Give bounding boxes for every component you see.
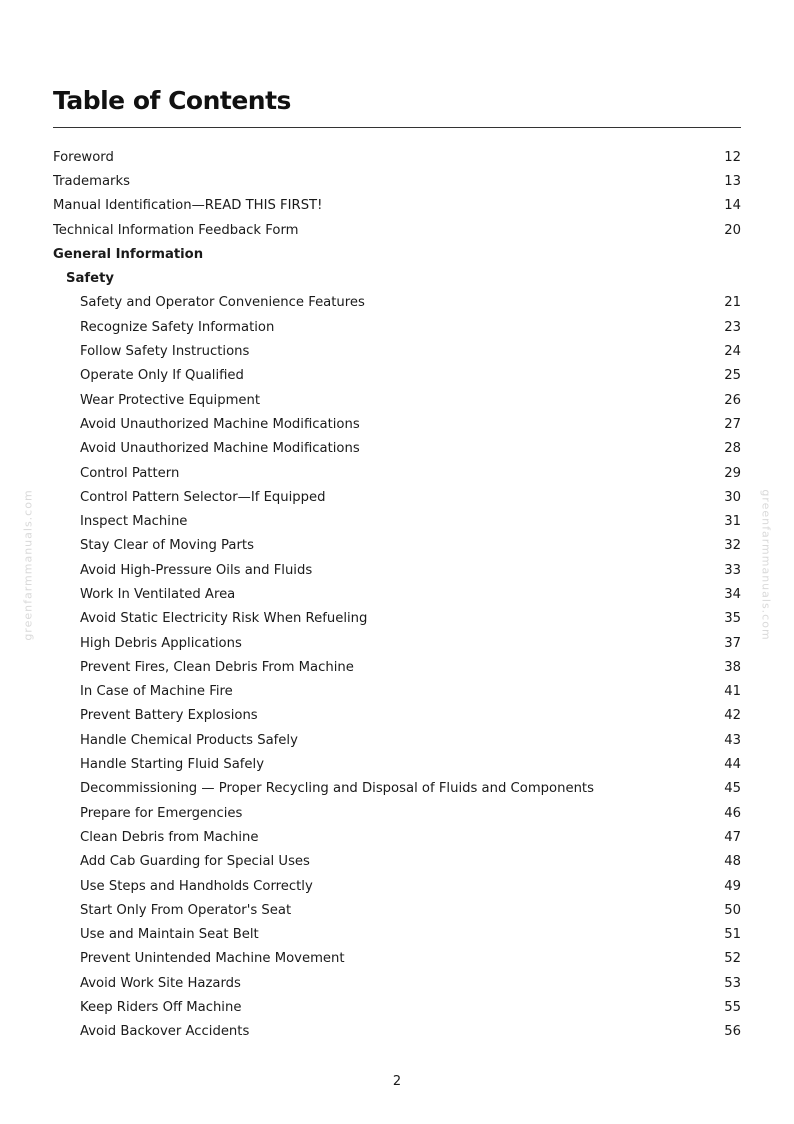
toc-entry-label: Prevent Battery Explosions (80, 708, 258, 724)
toc-entry-label: Add Cab Guarding for Special Uses (80, 854, 310, 870)
toc-entry-page: 23 (724, 319, 741, 335)
toc-entry-label: Stay Clear of Moving Parts (80, 538, 254, 554)
title-divider (53, 127, 741, 128)
watermark-right: greenfarmmanuals.com (759, 489, 773, 641)
toc-entry-label: Follow Safety Instructions (80, 344, 250, 360)
toc-entry-label: Avoid High-Pressure Oils and Fluids (80, 562, 313, 578)
toc-entry[interactable] (53, 947, 741, 971)
toc-entry[interactable] (53, 558, 741, 582)
toc-entry-label: Recognize Safety Information (80, 319, 275, 335)
toc-entry[interactable] (53, 169, 741, 193)
toc-entry-label: High Debris Applications (80, 635, 242, 651)
toc-entry-page: 42 (724, 708, 741, 724)
toc-section-heading (53, 266, 741, 290)
toc-entry-label: Avoid Backover Accidents (80, 1024, 250, 1040)
toc-entry[interactable] (53, 801, 741, 825)
toc-entry[interactable] (53, 582, 741, 606)
toc-entry[interactable] (53, 923, 741, 947)
toc-entry[interactable] (53, 364, 741, 388)
toc-entry-page: 53 (724, 975, 741, 991)
toc-entry-label: Avoid Static Electricity Risk When Refueling (80, 611, 368, 627)
toc-entry[interactable] (53, 461, 741, 485)
toc-entry[interactable] (53, 339, 741, 363)
toc-entry-page: 38 (724, 659, 741, 675)
toc-entry[interactable] (53, 631, 741, 655)
toc-entry-label: Inspect Machine (80, 514, 188, 530)
toc-entry-page: 28 (724, 441, 741, 457)
toc-entry-label: Handle Starting Fluid Safely (80, 757, 265, 773)
toc-entry-page: 44 (724, 757, 741, 773)
toc-entry[interactable] (53, 315, 741, 339)
toc-entry-label: Technical Information Feedback Form (53, 222, 299, 238)
toc-entry-label: Safety (66, 271, 114, 287)
toc-entry-label: Trademarks (53, 173, 130, 189)
toc-entry-page: 30 (724, 489, 741, 505)
toc-entry-page: 43 (724, 732, 741, 748)
toc-entry[interactable] (53, 777, 741, 801)
toc-entry[interactable] (53, 850, 741, 874)
toc-entry-page: 14 (724, 198, 741, 214)
toc-entry-label: Prevent Fires, Clean Debris From Machine (80, 659, 354, 675)
toc-entry-page: 46 (724, 805, 741, 821)
toc-entry-label: Control Pattern Selector—If Equipped (80, 489, 326, 505)
toc-entry-page: 45 (724, 781, 741, 797)
toc-entry-label: Decommissioning — Proper Recycling and Disposal of Fluids and Components (80, 781, 594, 797)
page-number: 2 (392, 1074, 402, 1089)
toc-entry[interactable] (53, 437, 741, 461)
toc-entry-page: 35 (724, 611, 741, 627)
toc-entry[interactable] (53, 388, 741, 412)
toc-entry-label: Operate Only If Qualified (80, 368, 244, 384)
toc-entry[interactable] (53, 704, 741, 728)
toc-entry[interactable] (53, 218, 741, 242)
toc-entry-label: Avoid Unauthorized Machine Modifications (80, 416, 360, 432)
toc-entry-label: Foreword (53, 149, 114, 165)
toc-entry-page: 24 (724, 344, 741, 360)
toc-entry-page: 55 (724, 1000, 741, 1016)
toc-entry-page: 47 (724, 829, 741, 845)
toc-entry[interactable] (53, 291, 741, 315)
toc-entry[interactable] (53, 752, 741, 776)
toc-entry[interactable] (53, 874, 741, 898)
toc-entry-page: 32 (724, 538, 741, 554)
toc-entry-label: Avoid Work Site Hazards (80, 975, 241, 991)
toc-entry-label: Keep Riders Off Machine (80, 1000, 242, 1016)
toc-entry-page: 51 (724, 927, 741, 943)
toc-entry-label: In Case of Machine Fire (80, 684, 233, 700)
toc-entry-page: 31 (724, 514, 741, 530)
toc-entry[interactable] (53, 1020, 741, 1044)
toc-entry-page: 26 (724, 392, 741, 408)
toc-entry[interactable] (53, 194, 741, 218)
toc-entry-label: Use and Maintain Seat Belt (80, 927, 259, 943)
toc-entry-label: Safety and Operator Convenience Features (80, 295, 365, 311)
toc-entry-label: Work In Ventilated Area (80, 586, 236, 602)
toc-entry-label: General Information (53, 246, 204, 262)
toc-entry[interactable] (53, 412, 741, 436)
toc-entry[interactable] (53, 607, 741, 631)
toc-entry[interactable] (53, 509, 741, 533)
toc-entry-label: Use Steps and Handholds Correctly (80, 878, 313, 894)
page-title: Table of Contents (53, 86, 291, 115)
toc-entry-page: 12 (724, 149, 741, 165)
table-of-contents (53, 145, 741, 1044)
toc-entry-page: 27 (724, 416, 741, 432)
toc-entry-page: 37 (724, 635, 741, 651)
watermark-left: greenfarmmanuals.com (21, 489, 35, 641)
toc-entry-page: 21 (724, 295, 741, 311)
toc-entry[interactable] (53, 655, 741, 679)
toc-entry[interactable] (53, 485, 741, 509)
toc-entry[interactable] (53, 680, 741, 704)
toc-entry[interactable] (53, 898, 741, 922)
toc-entry-label: Clean Debris from Machine (80, 829, 259, 845)
toc-entry-page: 41 (724, 684, 741, 700)
toc-entry[interactable] (53, 728, 741, 752)
toc-entry-label: Manual Identification—READ THIS FIRST! (53, 198, 323, 214)
toc-entry-label: Prepare for Emergencies (80, 805, 243, 821)
toc-entry-label: Prevent Unintended Machine Movement (80, 951, 345, 967)
toc-entry-label: Wear Protective Equipment (80, 392, 261, 408)
toc-entry-page: 34 (724, 586, 741, 602)
toc-entry[interactable] (53, 995, 741, 1019)
toc-entry-page: 20 (724, 222, 741, 238)
toc-entry-label: Avoid Unauthorized Machine Modifications (80, 441, 360, 457)
toc-entry[interactable] (53, 145, 741, 169)
toc-entry-page: 50 (724, 902, 741, 918)
toc-entry-page: 49 (724, 878, 741, 894)
toc-entry-page: 33 (724, 562, 741, 578)
toc-entry-page: 48 (724, 854, 741, 870)
toc-entry[interactable] (53, 971, 741, 995)
toc-entry[interactable] (53, 825, 741, 849)
toc-entry-label: Start Only From Operator's Seat (80, 902, 292, 918)
toc-entry-page: 29 (724, 465, 741, 481)
toc-entry-page: 56 (724, 1024, 741, 1040)
toc-section-heading (53, 242, 741, 266)
toc-entry-page: 25 (724, 368, 741, 384)
toc-entry-label: Control Pattern (80, 465, 180, 481)
toc-entry-page: 52 (724, 951, 741, 967)
toc-entry[interactable] (53, 534, 741, 558)
toc-entry-page: 13 (724, 173, 741, 189)
toc-entry-label: Handle Chemical Products Safely (80, 732, 298, 748)
